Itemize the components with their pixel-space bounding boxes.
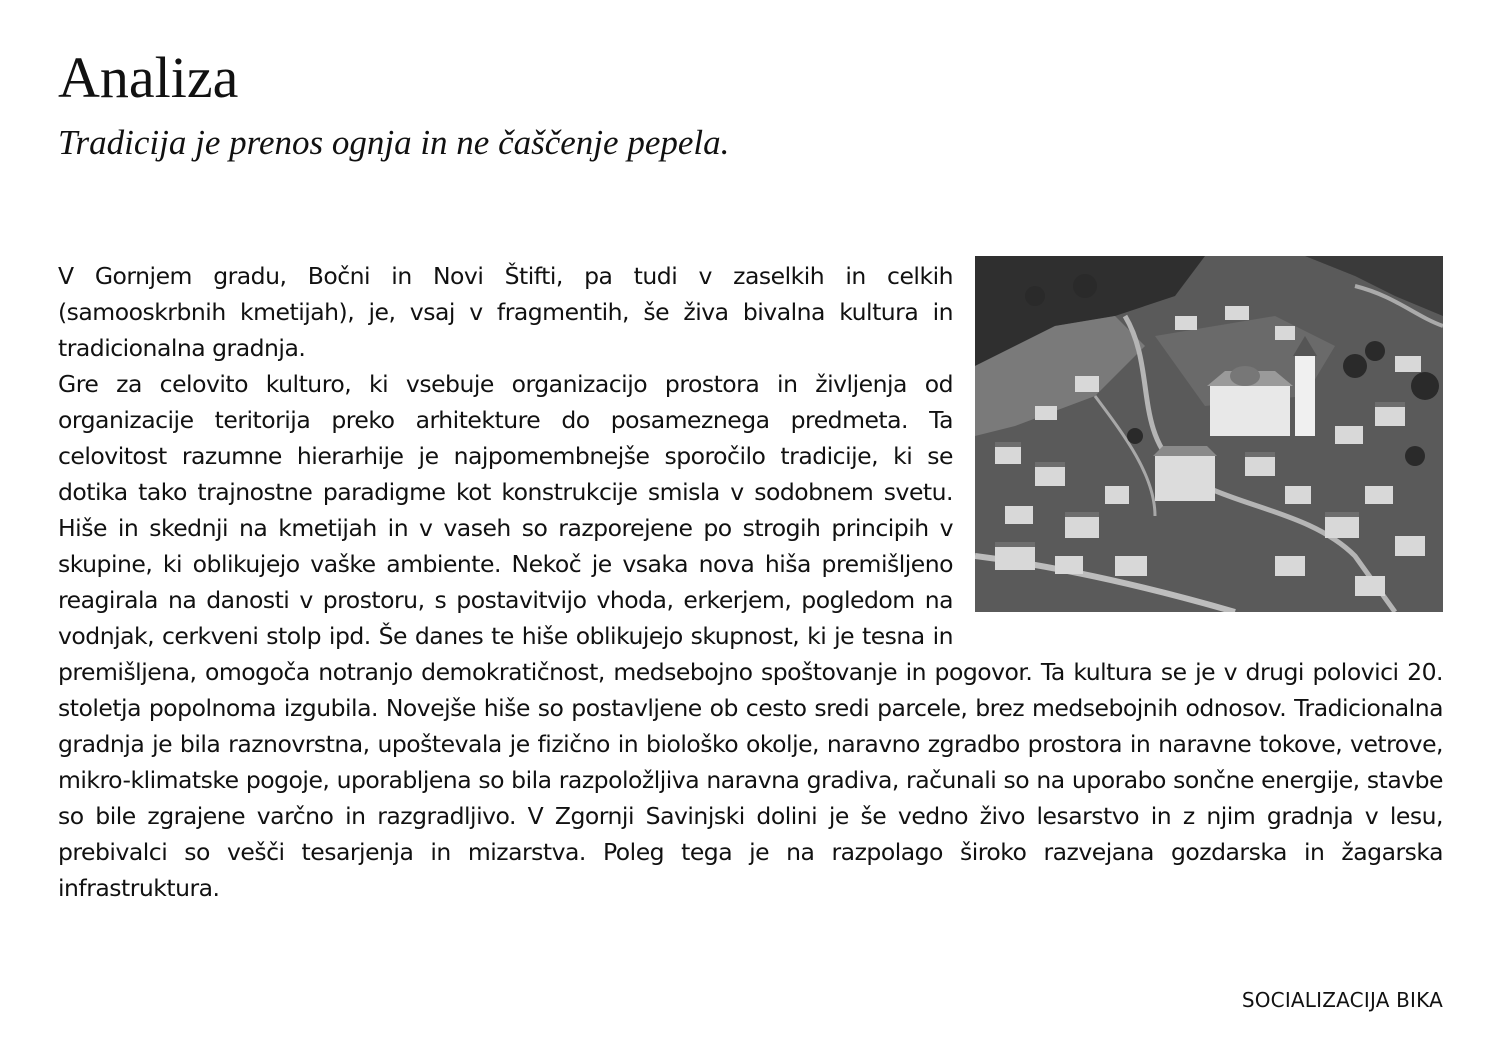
footer-label: SOCIALIZACIJA BIKA: [1241, 988, 1443, 1012]
page-subtitle: Tradicija je prenos ognja in ne čaščenje pepela.: [58, 123, 730, 162]
article-paragraph-1: V Gornjem gradu, Bočni in Novi Štifti, pa tudi v zaselkih in celkih (samooskrbnih kmetijah), je, vsaj v fragmentih, še živa bivalna kultura in tradicionalna gradnja.: [58, 262, 953, 362]
article-paragraph-2: Gre za celovito kulturo, ki vsebuje organizacijo prostora in življenja od organizacije teritorija preko arhitekture do posameznega predmeta. Ta celovitost razumne hierarhije je najpomembnejše sporočilo tradicije, ki se dotika tako trajnostne paradigme kot konstrukcije smisla v sodobnem svetu. Hiše in skednji na kmetijah in v vaseh so razporejene po strogih principih v skupine, ki oblikujejo vaške ambiente. Nekoč je vsaka nova hiša premišljeno reagirala na danosti v prostoru, s postavitvijo vhoda, erkerjem, pogledom na vodnjak, cerkveni stolp ipd. Še danes te hiše oblikujejo skupnost, ki je tesna in premišljena, omogoča notranjo demokratičnost, medsebojno spoštovanje in pogovor. Ta kultura se je v drugi polovici 20. stoletja popolnoma izgubila. Novejše hiše so postavljene ob cesto sredi parcele, brez medsebojnih odnosov. Tradicionalna gradnja je bila raznovrstna, upoštevala je fizično in biološko okolje, naravno zgradbo prostora in naravne tokove, vetrove, mikro-klimatske pogoje, uporabljena so bila razpoložljiva naravna gradiva, računali so na uporabo sončne energije, stavbe so bile zgrajene varčno in razgradljivo. V Zgornji Savinjski dolini je še vedno živo lesarstvo in z njim gradnja v lesu, prebivalci so vešči tesarjenja in mizarstva. Poleg tega je na razpolago široko razvejana gozdarska in žagarska infrastruktura.: [58, 370, 1443, 902]
aerial-village-photo: [975, 256, 1443, 612]
article-body: [58, 258, 1443, 906]
page-title: Analiza: [58, 45, 239, 110]
aerial-village-illustration: [975, 256, 1443, 612]
